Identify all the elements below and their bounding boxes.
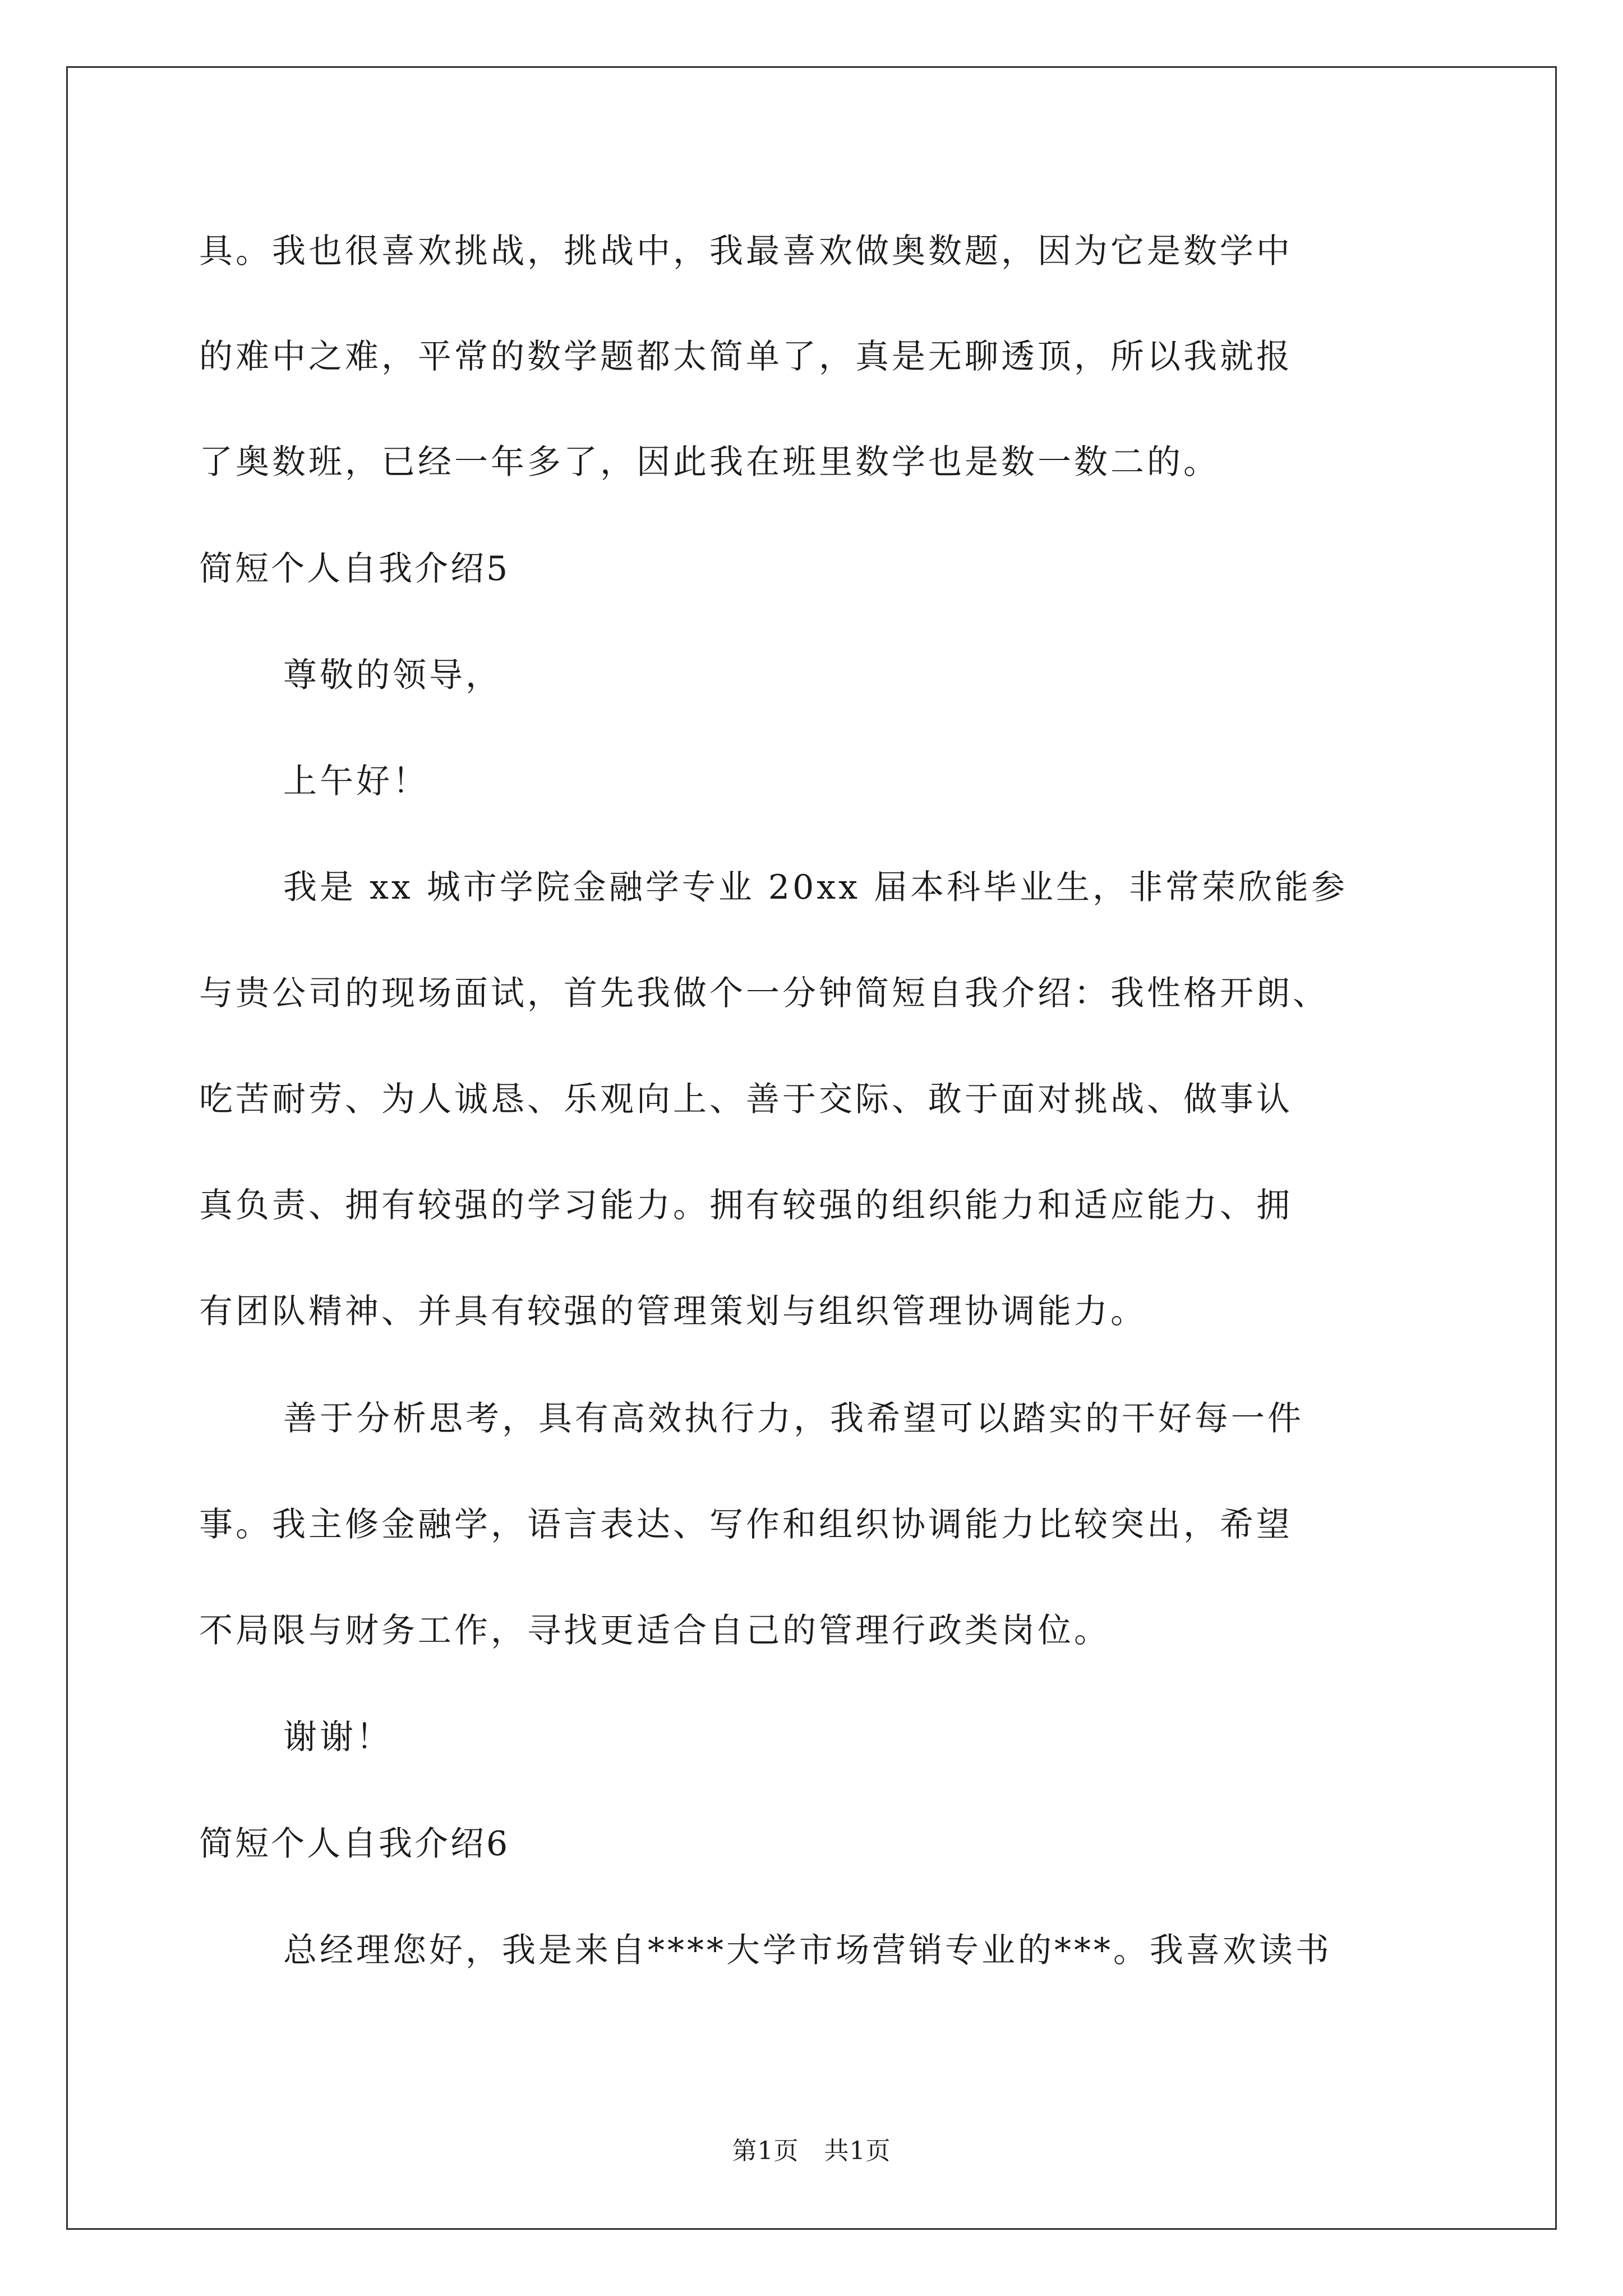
- paragraph-line: 真负责、拥有较强的学习能力。拥有较强的组织能力和适应能力、拥: [199, 1186, 1293, 1225]
- page-number-footer: 第1页 共1页: [732, 2137, 891, 2165]
- closing-line: 谢谢！: [283, 1718, 393, 1757]
- paragraph-line: 事。我主修金融学，语言表达、写作和组织协调能力比较突出，希望: [199, 1505, 1293, 1544]
- section-heading: 简短个人自我介绍5: [199, 549, 510, 588]
- page-border: [66, 66, 1557, 2230]
- paragraph-line: 与贵公司的现场面试，首先我做个一分钟简短自我介绍：我性格开朗、: [199, 974, 1329, 1013]
- paragraph-line: 善于分析思考，具有高效执行力，我希望可以踏实的干好每一件: [283, 1399, 1304, 1438]
- paragraph-line: 有团队精神、并具有较强的管理策划与组织管理协调能力。: [199, 1292, 1147, 1331]
- paragraph-line: 我是 xx 城市学院金融学专业 20xx 届本科毕业生，非常荣欣能参: [283, 868, 1348, 907]
- paragraph-line: 吃苦耐劳、为人诚恳、乐观向上、善于交际、敢于面对挑战、做事认: [199, 1080, 1293, 1119]
- section-heading: 简短个人自我介绍6: [199, 1824, 510, 1864]
- paragraph-line: 不局限与财务工作，寻找更适合自己的管理行政类岗位。: [199, 1611, 1110, 1650]
- salutation-line: 尊敬的领导，: [283, 656, 502, 695]
- paragraph-line: 具。我也很喜欢挑战，挑战中，我最喜欢做奥数题，因为它是数学中: [199, 232, 1293, 271]
- paragraph-line: 总经理您好，我是来自****大学市场营销专业的***。我喜欢读书: [283, 1931, 1332, 1970]
- paragraph-line: 的难中之难，平常的数学题都太简单了，真是无聊透顶，所以我就报: [199, 337, 1293, 376]
- greeting-line: 上午好！: [283, 762, 429, 801]
- paragraph-line: 了奥数班，已经一年多了，因此我在班里数学也是数一数二的。: [199, 443, 1220, 482]
